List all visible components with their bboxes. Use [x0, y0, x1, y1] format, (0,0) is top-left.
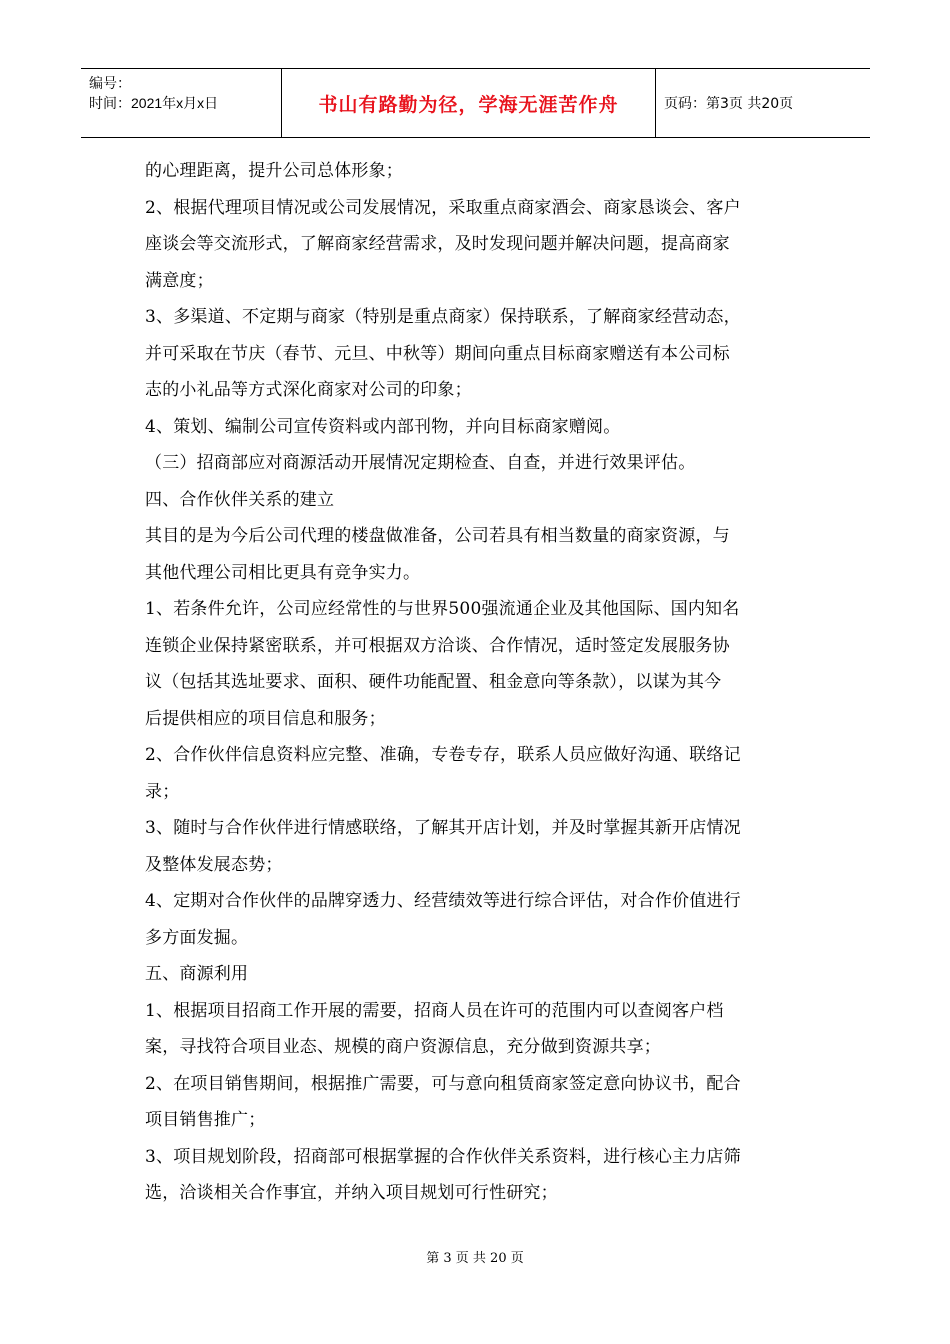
body-text-line: 选，洽谈相关合作事宜，并纳入项目规划可行性研究； — [145, 1183, 558, 1203]
body-text-line: 连锁企业保持紧密联系，并可根据双方洽谈、合作情况，适时签定发展服务协 — [145, 635, 730, 656]
body-text-line: 并可采取在节庆（春节、元旦、中秋等）期间向重点目标商家赠送有本公司标 — [145, 343, 730, 364]
header-page-info: 页码：第3页 共20页 — [664, 96, 794, 112]
body-text-line: （三）招商部应对商源活动开展情况定期检查、自查，并进行效果评估。 — [145, 453, 696, 473]
document-date-label: 时间：2021年x月x日 — [89, 95, 219, 111]
body-text-line: 项目销售推广； — [145, 1110, 266, 1130]
body-text-line: 其目的是为今后公司代理的楼盘做准备，公司若具有相当数量的商家资源，与 — [145, 526, 730, 546]
body-text-line: 后提供相应的项目信息和服务； — [145, 708, 386, 729]
body-text-line: 案，寻找符合项目业态、规模的商户资源信息，充分做到资源共享； — [145, 1037, 661, 1057]
body-text-line: 录； — [145, 781, 180, 802]
body-text-line: 多方面发掘。 — [145, 927, 249, 948]
body-text-line: 4、策划、编制公司宣传资料或内部刊物，并向目标商家赠阅。 — [145, 416, 621, 437]
page-header — [81, 68, 870, 138]
body-text-line: 五、商源利用 — [145, 964, 249, 984]
body-text-line: 3、多渠道、不定期与商家（特别是重点商家）保持联系，了解商家经营动态， — [145, 307, 741, 327]
body-text-line: 志的小礼品等方式深化商家对公司的印象； — [145, 380, 472, 400]
header-page-cell — [656, 69, 870, 137]
body-text-line: 的心理距离，提升公司总体形象； — [145, 161, 403, 181]
header-motto: 书山有路勤为径，学海无涯苦作舟 — [318, 93, 619, 116]
header-motto-cell — [281, 69, 656, 137]
body-text-line: 议（包括其选址要求、面积、硬件功能配置、租金意向等条款），以谋为其今 — [145, 672, 722, 692]
body-text-line: 3、项目规划阶段，招商部可根据掌握的合作伙伴关系资料，进行核心主力店筛 — [145, 1146, 741, 1167]
body-text-line: 四、合作伙伴关系的建立 — [145, 489, 335, 510]
body-text-line: 其他代理公司相比更具有竞争实力。 — [145, 562, 421, 583]
page-footer: 第 3 页 共 20 页 — [426, 1251, 524, 1266]
body-text-line: 2、在项目销售期间，根据推广需要，可与意向租赁商家签定意向协议书，配合 — [145, 1073, 741, 1094]
body-text-line: 2、根据代理项目情况或公司发展情况，采取重点商家酒会、商家恳谈会、客户 — [145, 197, 741, 218]
header-left-cell — [81, 69, 281, 137]
body-text-line: 4、定期对合作伙伴的品牌穿透力、经营绩效等进行综合评估，对合作价值进行 — [145, 891, 741, 911]
document-number-label: 编号： — [89, 75, 131, 91]
body-text-line: 1、若条件允许，公司应经常性的与世界500强流通企业及其他国际、国内知名 — [145, 599, 740, 619]
body-text-line: 座谈会等交流形式，了解商家经营需求，及时发现问题并解决问题，提高商家 — [145, 234, 730, 254]
body-text-line: 3、随时与合作伙伴进行情感联络，了解其开店计划，并及时掌握其新开店情况 — [145, 818, 741, 838]
body-text-line: 及整体发展态势； — [145, 854, 283, 875]
document-body — [145, 153, 815, 1212]
body-text-line: 满意度； — [145, 270, 214, 291]
body-text-line: 2、合作伙伴信息资料应完整、准确，专卷专存，联系人员应做好沟通、联络记 — [145, 745, 741, 765]
body-text-line: 1、根据项目招商工作开展的需要，招商人员在许可的范围内可以查阅客户档 — [145, 1000, 724, 1021]
